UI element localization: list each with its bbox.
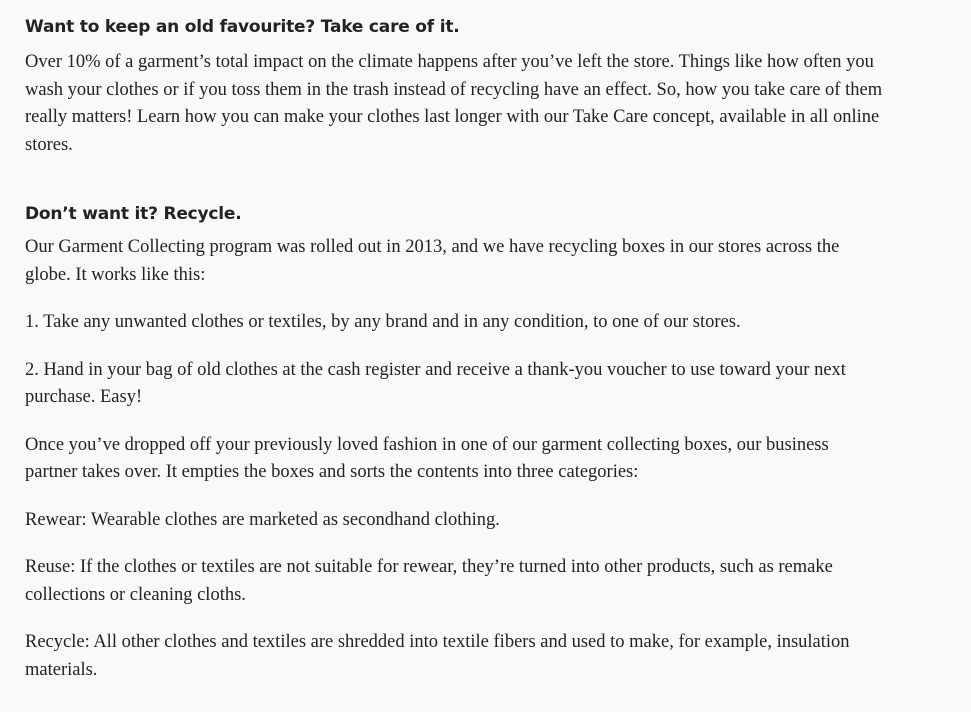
take-care-heading: Want to keep an old favourite? Take care of it. (25, 17, 460, 37)
rewear-paragraph: Rewear: Wearable clothes are marketed as secondhand clothing. (25, 509, 500, 530)
step-2-text: 2. Hand in your bag of old clothes at the cash register and receive a thank-you voucher to use toward your next purchase. Easy! (25, 359, 846, 407)
step-1-text: 1. Take any unwanted clothes or textiles, by any brand and in any condition, to one of our stores. (25, 312, 741, 332)
reuse-paragraph: Reuse: If the clothes or textiles are not suitable for rewear, they’re turned into other products, such as remake collections or cleaning cloths. (25, 557, 833, 605)
garment-collecting-intro: Our Garment Collecting program was rolled out in 2013, and we have recycling boxes in our stores across the globe. It works like this: (25, 237, 840, 285)
article-content (25, 14, 885, 684)
recycle-paragraph: Recycle: All other clothes and textiles are shredded into textile fibers and used to make, for example, insulation materials. (25, 632, 850, 680)
recycle-heading: Don’t want it? Recycle. (25, 204, 242, 224)
take-care-paragraph: Over 10% of a garment’s total impact on the climate happens after you’ve left the store. Things like how often you wash your clothes or if you toss them in the trash instead of recycling have an effect. So, how you take care of them really matters! Learn how you can make your clothes last longer with our Take Care concept, available in all online stores. (25, 52, 883, 155)
after-dropoff-paragraph: Once you’ve dropped off your previously loved fashion in one of our garment collecting boxes, our business partner takes over. It empties the boxes and sorts the contents into three categories: (25, 434, 829, 482)
